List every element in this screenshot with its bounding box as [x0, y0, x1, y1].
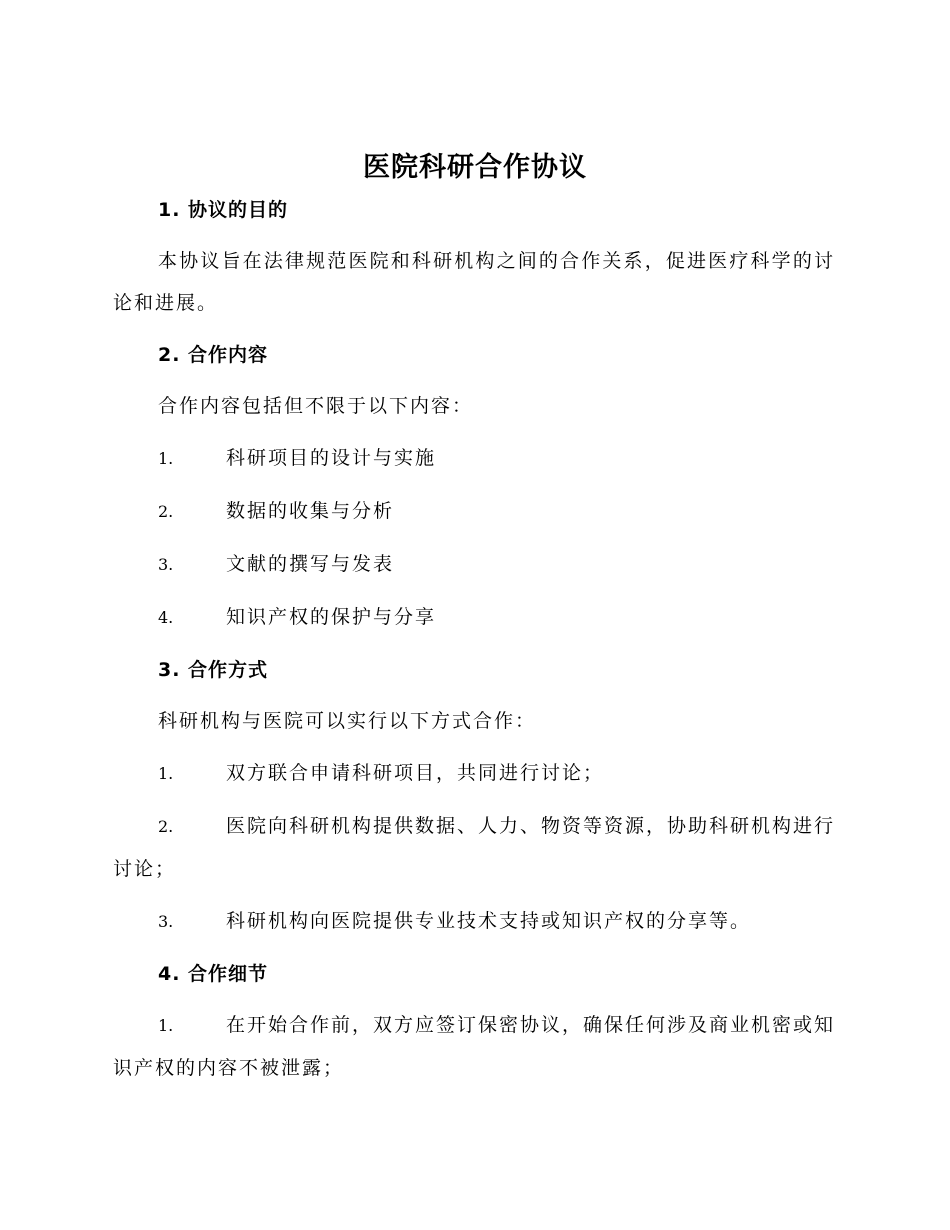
list-item-number: 1.	[158, 449, 174, 468]
document-title: 医院科研合作协议	[363, 152, 587, 183]
section-heading-purpose: 1. 协议的目的	[158, 199, 289, 221]
list-item	[113, 752, 835, 795]
list-item-text: 文献的撰写与发表	[226, 553, 395, 575]
list-item	[113, 596, 835, 639]
document-body	[113, 189, 835, 1099]
list-item-number: 4.	[158, 608, 174, 627]
list-item-text: 科研项目的设计与实施	[226, 447, 437, 469]
list-item	[113, 900, 835, 943]
list-item-number: 3.	[158, 912, 174, 931]
list-item	[113, 437, 835, 480]
section-intro: 合作内容包括但不限于以下内容：	[158, 395, 474, 417]
section-heading-content: 2. 合作内容	[158, 344, 269, 366]
section-heading-details: 4. 合作细节	[158, 963, 269, 985]
list-item-text: 科研机构向医院提供专业技术支持或知识产权的分享等。	[226, 910, 752, 932]
section-intro: 科研机构与医院可以实行以下方式合作：	[158, 710, 537, 732]
list-item	[113, 805, 835, 890]
list-item-text: 医院向科研机构提供数据、人力、物资等资源，协助科研机构进行讨论；	[113, 815, 836, 880]
list-item	[113, 1004, 835, 1089]
section-paragraph: 本协议旨在法律规范医院和科研机构之间的合作关系，促进医疗科学的讨论和进展。	[113, 250, 835, 314]
list-item-text: 数据的收集与分析	[226, 500, 395, 522]
list-item-number: 2.	[158, 817, 174, 836]
list-item-text: 在开始合作前，双方应签订保密协议，确保任何涉及商业机密或知识产权的内容不被泄露；	[113, 1014, 836, 1079]
list-item-number: 2.	[158, 502, 174, 521]
list-item-number: 1.	[158, 1016, 174, 1035]
list-item-text: 知识产权的保护与分享	[226, 606, 437, 628]
list-item-text: 双方联合申请科研项目，共同进行讨论；	[226, 762, 605, 784]
list-item-number: 3.	[158, 555, 174, 574]
list-item	[113, 543, 835, 586]
list-item-number: 1.	[158, 764, 174, 783]
list-item	[113, 490, 835, 533]
section-heading-method: 3. 合作方式	[158, 659, 269, 681]
